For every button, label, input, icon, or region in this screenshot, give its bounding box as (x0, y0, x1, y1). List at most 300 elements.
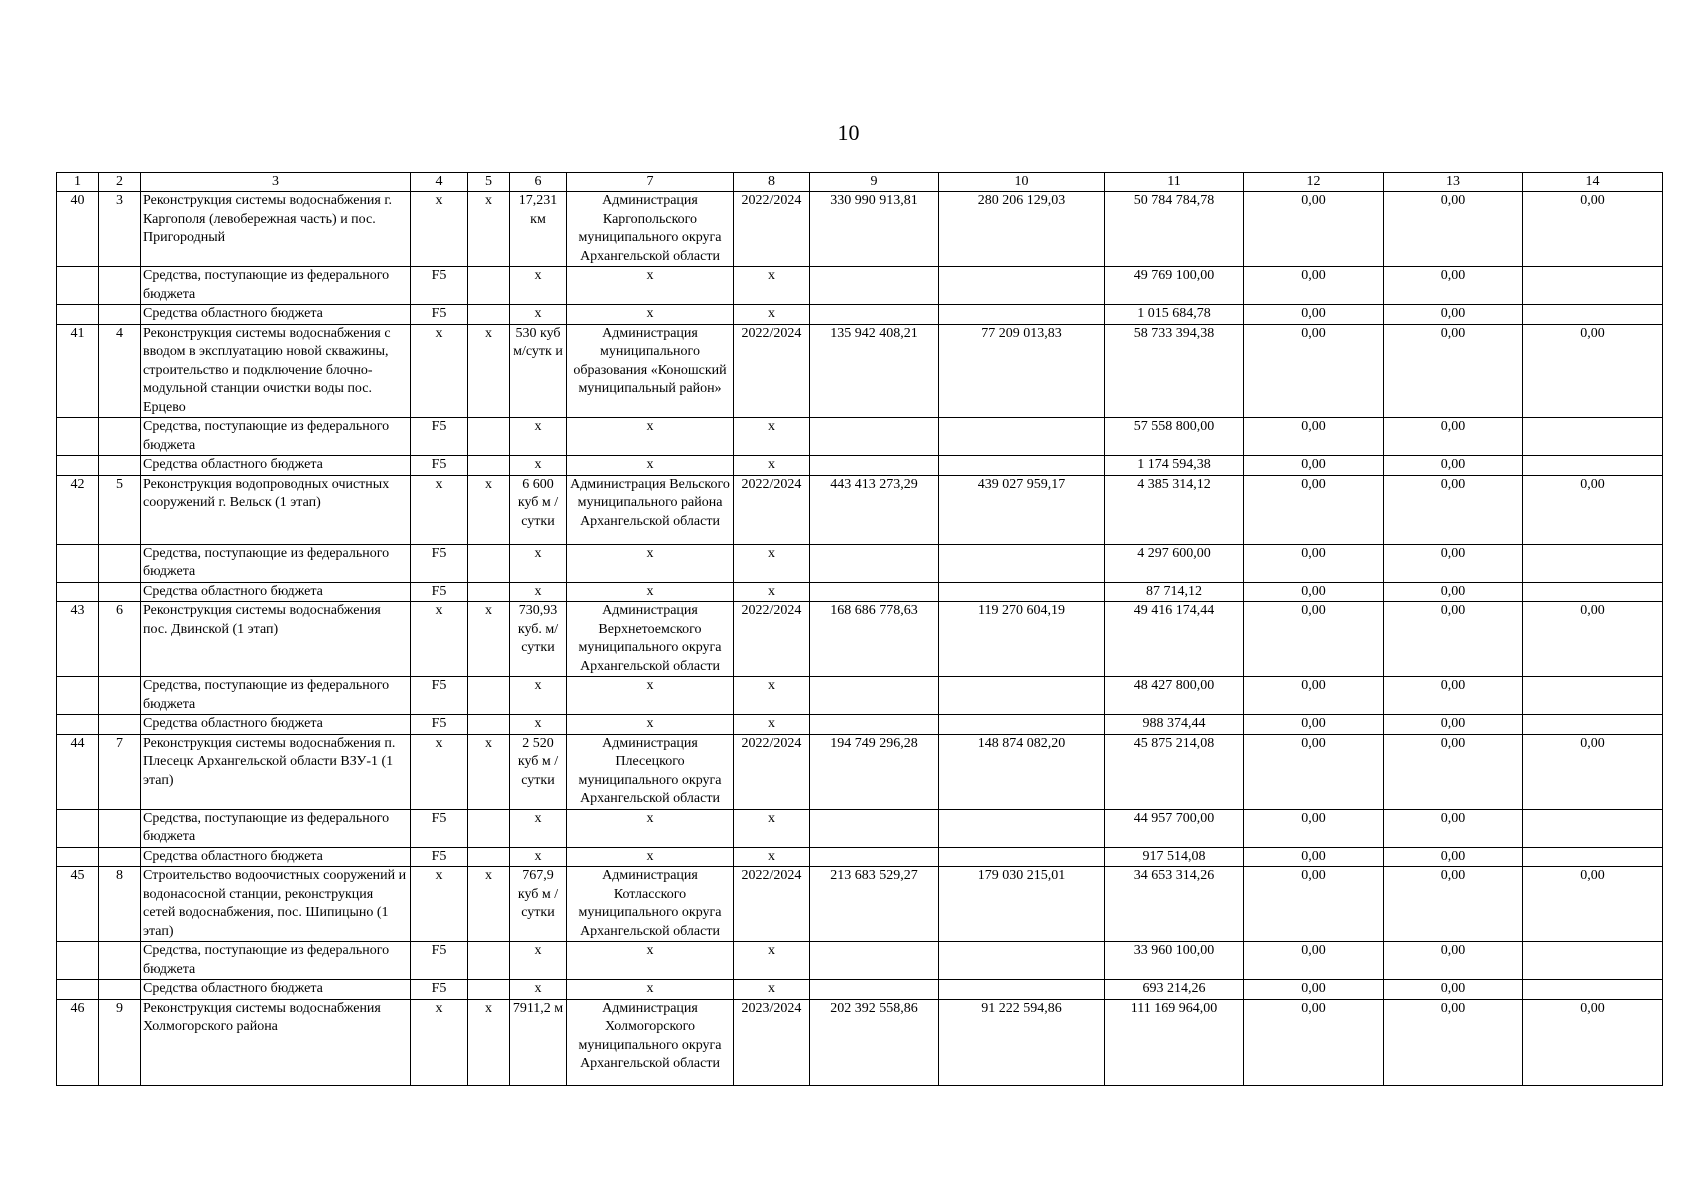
col-5-cell (468, 456, 510, 476)
col-4-cell: х (411, 192, 468, 267)
col-4-cell: F5 (411, 677, 468, 715)
period-cell: 2022/2024 (734, 602, 810, 677)
sub-number-cell (99, 942, 141, 980)
col-11-value-cell: 4 385 314,12 (1105, 475, 1244, 544)
total-cost-cell: 213 683 529,27 (810, 867, 939, 942)
capacity-cell: 530 куб м/сутк и (510, 324, 567, 418)
row-number-cell: 44 (57, 734, 99, 809)
object-name-cell: Средства, поступающие из федерального бюджета (141, 418, 411, 456)
col-11-value-cell: 1 015 684,78 (1105, 305, 1244, 325)
total-cost-cell: 194 749 296,28 (810, 734, 939, 809)
row-number-cell: 45 (57, 867, 99, 942)
col-11-value-cell: 1 174 594,38 (1105, 456, 1244, 476)
col-5-cell (468, 942, 510, 980)
col-5-cell: х (468, 324, 510, 418)
capacity-cell: х (510, 980, 567, 1000)
col-14-value-cell (1523, 715, 1663, 735)
col-4-cell: х (411, 475, 468, 544)
col-10-value-cell (939, 544, 1105, 582)
period-cell: 2022/2024 (734, 734, 810, 809)
administration-cell: х (567, 942, 734, 980)
col-5-cell (468, 267, 510, 305)
object-name-cell: Средства, поступающие из федерального бюджета (141, 942, 411, 980)
period-cell: х (734, 267, 810, 305)
capacity-cell: х (510, 677, 567, 715)
administration-cell: х (567, 847, 734, 867)
col-13-value-cell: 0,00 (1384, 544, 1523, 582)
sub-number-cell (99, 980, 141, 1000)
capacity-cell: х (510, 942, 567, 980)
period-cell: х (734, 582, 810, 602)
administration-cell: Администрация Каргопольского муниципального округа Архангельской области (567, 192, 734, 267)
sub-number-cell (99, 847, 141, 867)
col-12-value-cell: 0,00 (1244, 847, 1384, 867)
col-13-value-cell: 0,00 (1384, 999, 1523, 1085)
col-12-value-cell: 0,00 (1244, 582, 1384, 602)
col-4-cell: х (411, 734, 468, 809)
col-14-value-cell (1523, 456, 1663, 476)
col-5-cell: х (468, 475, 510, 544)
col-10-value-cell (939, 980, 1105, 1000)
col-5-cell (468, 715, 510, 735)
col-5-cell (468, 582, 510, 602)
col-11-value-cell: 111 169 964,00 (1105, 999, 1244, 1085)
object-name-cell: Реконструкция системы водоснабжения Холмогорского района (141, 999, 411, 1085)
administration-cell: Администрация Верхнетоемского муниципального округа Архангельской области (567, 602, 734, 677)
col-13-value-cell: 0,00 (1384, 602, 1523, 677)
sub-number-cell: 5 (99, 475, 141, 544)
col-13-value-cell: 0,00 (1384, 456, 1523, 476)
administration-cell: х (567, 715, 734, 735)
table-row-regional-funds (57, 980, 1663, 1000)
administration-cell: Администрация Котласского муниципального округа Архангельской области (567, 867, 734, 942)
total-cost-cell (810, 456, 939, 476)
col-5-cell (468, 305, 510, 325)
table-row-federal-funds (57, 544, 1663, 582)
column-header: 10 (939, 173, 1105, 192)
capacity-cell: х (510, 847, 567, 867)
col-4-cell: х (411, 602, 468, 677)
col-12-value-cell: 0,00 (1244, 192, 1384, 267)
col-13-value-cell: 0,00 (1384, 324, 1523, 418)
col-12-value-cell: 0,00 (1244, 999, 1384, 1085)
col-14-value-cell (1523, 980, 1663, 1000)
page-number: 10 (837, 120, 860, 145)
total-cost-cell (810, 980, 939, 1000)
period-cell: 2022/2024 (734, 192, 810, 267)
administration-cell: х (567, 677, 734, 715)
col-13-value-cell: 0,00 (1384, 192, 1523, 267)
col-11-value-cell: 34 653 314,26 (1105, 867, 1244, 942)
col-4-cell: F5 (411, 305, 468, 325)
administration-cell: Администрация муниципального образования «Коношский муниципальный район» (567, 324, 734, 418)
object-name-cell: Реконструкция системы водоснабжения с вводом в эксплуатацию новой скважины, строительство и подключение блочно-модульной станции очистки воды пос. Ерцево (141, 324, 411, 418)
object-name-cell: Реконструкция системы водоснабжения г. Каргополя (левобережная часть) и пос. Пригородный (141, 192, 411, 267)
col-14-value-cell: 0,00 (1523, 475, 1663, 544)
administration-cell: х (567, 980, 734, 1000)
table-row-federal-funds (57, 942, 1663, 980)
object-name-cell: Средства, поступающие из федерального бюджета (141, 267, 411, 305)
col-10-value-cell: 77 209 013,83 (939, 324, 1105, 418)
capacity-cell: 767,9 куб м / сутки (510, 867, 567, 942)
row-number-cell (57, 847, 99, 867)
table-body (57, 192, 1663, 1086)
sub-number-cell (99, 715, 141, 735)
table-row-regional-funds (57, 582, 1663, 602)
col-10-value-cell (939, 809, 1105, 847)
period-cell: х (734, 677, 810, 715)
col-5-cell (468, 544, 510, 582)
administration-cell: Администрация Вельского муниципального района Архангельской области (567, 475, 734, 544)
column-header: 14 (1523, 173, 1663, 192)
col-4-cell: F5 (411, 456, 468, 476)
period-cell: х (734, 305, 810, 325)
col-5-cell (468, 418, 510, 456)
table-row-federal-funds (57, 809, 1663, 847)
col-11-value-cell: 57 558 800,00 (1105, 418, 1244, 456)
period-cell: х (734, 847, 810, 867)
row-number-cell (57, 980, 99, 1000)
row-number-cell (57, 677, 99, 715)
col-14-value-cell: 0,00 (1523, 734, 1663, 809)
col-10-value-cell (939, 677, 1105, 715)
administration-cell: х (567, 544, 734, 582)
administration-cell: х (567, 456, 734, 476)
table-row-object (57, 999, 1663, 1085)
col-13-value-cell: 0,00 (1384, 715, 1523, 735)
column-header: 5 (468, 173, 510, 192)
total-cost-cell (810, 544, 939, 582)
administration-cell: х (567, 418, 734, 456)
col-10-value-cell (939, 942, 1105, 980)
col-11-value-cell: 33 960 100,00 (1105, 942, 1244, 980)
object-name-cell: Средства областного бюджета (141, 715, 411, 735)
col-12-value-cell: 0,00 (1244, 305, 1384, 325)
sub-number-cell: 6 (99, 602, 141, 677)
col-5-cell (468, 980, 510, 1000)
capacity-cell: х (510, 456, 567, 476)
table-row-federal-funds (57, 267, 1663, 305)
total-cost-cell: 135 942 408,21 (810, 324, 939, 418)
col-14-value-cell: 0,00 (1523, 324, 1663, 418)
col-10-value-cell: 439 027 959,17 (939, 475, 1105, 544)
row-number-cell: 40 (57, 192, 99, 267)
row-number-cell (57, 582, 99, 602)
administration-cell: х (567, 305, 734, 325)
sub-number-cell (99, 809, 141, 847)
col-12-value-cell: 0,00 (1244, 418, 1384, 456)
col-5-cell (468, 847, 510, 867)
capacity-cell: 7911,2 м (510, 999, 567, 1085)
sub-number-cell: 3 (99, 192, 141, 267)
table-row-federal-funds (57, 677, 1663, 715)
capacity-cell: 2 520 куб м / сутки (510, 734, 567, 809)
column-header: 6 (510, 173, 567, 192)
col-11-value-cell: 917 514,08 (1105, 847, 1244, 867)
col-12-value-cell: 0,00 (1244, 544, 1384, 582)
row-number-cell (57, 418, 99, 456)
col-10-value-cell (939, 715, 1105, 735)
period-cell: 2023/2024 (734, 999, 810, 1085)
object-name-cell: Средства, поступающие из федерального бюджета (141, 544, 411, 582)
table-row-object (57, 734, 1663, 809)
total-cost-cell: 330 990 913,81 (810, 192, 939, 267)
col-4-cell: F5 (411, 715, 468, 735)
col-10-value-cell: 179 030 215,01 (939, 867, 1105, 942)
column-number-row (57, 173, 1663, 192)
table-row-regional-funds (57, 305, 1663, 325)
col-4-cell: х (411, 324, 468, 418)
capacity-cell: х (510, 267, 567, 305)
row-number-cell (57, 305, 99, 325)
col-10-value-cell (939, 582, 1105, 602)
col-4-cell: F5 (411, 418, 468, 456)
sub-number-cell: 9 (99, 999, 141, 1085)
col-14-value-cell: 0,00 (1523, 192, 1663, 267)
col-14-value-cell: 0,00 (1523, 602, 1663, 677)
capacity-cell: х (510, 582, 567, 602)
funding-table (56, 172, 1663, 1086)
col-12-value-cell: 0,00 (1244, 734, 1384, 809)
sub-number-cell: 4 (99, 324, 141, 418)
col-12-value-cell: 0,00 (1244, 715, 1384, 735)
col-5-cell (468, 677, 510, 715)
total-cost-cell (810, 305, 939, 325)
table-row-regional-funds (57, 847, 1663, 867)
object-name-cell: Реконструкция системы водоснабжения пос. Двинской (1 этап) (141, 602, 411, 677)
row-number-cell (57, 544, 99, 582)
col-12-value-cell: 0,00 (1244, 456, 1384, 476)
col-12-value-cell: 0,00 (1244, 677, 1384, 715)
column-header: 7 (567, 173, 734, 192)
sub-number-cell (99, 418, 141, 456)
sub-number-cell (99, 544, 141, 582)
sub-number-cell (99, 305, 141, 325)
col-10-value-cell (939, 267, 1105, 305)
object-name-cell: Средства, поступающие из федерального бюджета (141, 677, 411, 715)
col-13-value-cell: 0,00 (1384, 305, 1523, 325)
row-number-cell: 41 (57, 324, 99, 418)
col-5-cell (468, 809, 510, 847)
col-14-value-cell (1523, 942, 1663, 980)
total-cost-cell: 168 686 778,63 (810, 602, 939, 677)
capacity-cell: х (510, 809, 567, 847)
object-name-cell: Средства областного бюджета (141, 980, 411, 1000)
col-11-value-cell: 58 733 394,38 (1105, 324, 1244, 418)
col-12-value-cell: 0,00 (1244, 980, 1384, 1000)
row-number-cell (57, 809, 99, 847)
period-cell: х (734, 456, 810, 476)
col-12-value-cell: 0,00 (1244, 942, 1384, 980)
administration-cell: Администрация Плесецкого муниципального округа Архангельской области (567, 734, 734, 809)
total-cost-cell (810, 418, 939, 456)
col-11-value-cell: 50 784 784,78 (1105, 192, 1244, 267)
column-header: 11 (1105, 173, 1244, 192)
col-14-value-cell (1523, 267, 1663, 305)
table-row-object (57, 867, 1663, 942)
administration-cell: х (567, 582, 734, 602)
col-14-value-cell (1523, 809, 1663, 847)
col-4-cell: х (411, 867, 468, 942)
capacity-cell: 730,93 куб. м/ сутки (510, 602, 567, 677)
column-header: 12 (1244, 173, 1384, 192)
col-14-value-cell (1523, 544, 1663, 582)
col-11-value-cell: 87 714,12 (1105, 582, 1244, 602)
administration-cell: х (567, 809, 734, 847)
col-13-value-cell: 0,00 (1384, 582, 1523, 602)
object-name-cell: Реконструкция системы водоснабжения п. Плесецк Архангельской области ВЗУ-1 (1 этап) (141, 734, 411, 809)
total-cost-cell (810, 582, 939, 602)
col-13-value-cell: 0,00 (1384, 734, 1523, 809)
col-11-value-cell: 988 374,44 (1105, 715, 1244, 735)
administration-cell: Администрация Холмогорского муниципального округа Архангельской области (567, 999, 734, 1085)
col-4-cell: F5 (411, 980, 468, 1000)
table-row-federal-funds (57, 418, 1663, 456)
col-11-value-cell: 44 957 700,00 (1105, 809, 1244, 847)
col-11-value-cell: 4 297 600,00 (1105, 544, 1244, 582)
period-cell: х (734, 715, 810, 735)
capacity-cell: х (510, 544, 567, 582)
row-number-cell: 42 (57, 475, 99, 544)
col-13-value-cell: 0,00 (1384, 980, 1523, 1000)
total-cost-cell: 202 392 558,86 (810, 999, 939, 1085)
col-12-value-cell: 0,00 (1244, 267, 1384, 305)
object-name-cell: Средства областного бюджета (141, 847, 411, 867)
total-cost-cell (810, 677, 939, 715)
capacity-cell: х (510, 715, 567, 735)
column-header: 4 (411, 173, 468, 192)
col-10-value-cell (939, 418, 1105, 456)
col-12-value-cell: 0,00 (1244, 602, 1384, 677)
period-cell: х (734, 418, 810, 456)
row-number-cell (57, 942, 99, 980)
col-5-cell: х (468, 734, 510, 809)
col-13-value-cell: 0,00 (1384, 867, 1523, 942)
period-cell: х (734, 809, 810, 847)
col-14-value-cell (1523, 582, 1663, 602)
capacity-cell: 6 600 куб м / сутки (510, 475, 567, 544)
col-13-value-cell: 0,00 (1384, 677, 1523, 715)
col-10-value-cell: 280 206 129,03 (939, 192, 1105, 267)
col-4-cell: F5 (411, 267, 468, 305)
row-number-cell: 43 (57, 602, 99, 677)
col-13-value-cell: 0,00 (1384, 809, 1523, 847)
col-10-value-cell: 91 222 594,86 (939, 999, 1105, 1085)
col-5-cell: х (468, 999, 510, 1085)
total-cost-cell (810, 847, 939, 867)
table-row-regional-funds (57, 715, 1663, 735)
col-14-value-cell (1523, 847, 1663, 867)
sub-number-cell (99, 456, 141, 476)
table-row-object (57, 192, 1663, 267)
period-cell: 2022/2024 (734, 867, 810, 942)
col-11-value-cell: 49 416 174,44 (1105, 602, 1244, 677)
col-14-value-cell (1523, 677, 1663, 715)
col-5-cell: х (468, 602, 510, 677)
col-14-value-cell: 0,00 (1523, 999, 1663, 1085)
capacity-cell: х (510, 305, 567, 325)
object-name-cell: Средства, поступающие из федерального бюджета (141, 809, 411, 847)
col-13-value-cell: 0,00 (1384, 847, 1523, 867)
col-10-value-cell: 148 874 082,20 (939, 734, 1105, 809)
table-row-object (57, 324, 1663, 418)
col-10-value-cell (939, 847, 1105, 867)
object-name-cell: Средства областного бюджета (141, 582, 411, 602)
column-header: 3 (141, 173, 411, 192)
sub-number-cell: 7 (99, 734, 141, 809)
period-cell: х (734, 544, 810, 582)
col-5-cell: х (468, 192, 510, 267)
capacity-cell: 17,231 км (510, 192, 567, 267)
column-header: 1 (57, 173, 99, 192)
row-number-cell: 46 (57, 999, 99, 1085)
column-header: 2 (99, 173, 141, 192)
column-header: 8 (734, 173, 810, 192)
total-cost-cell (810, 942, 939, 980)
col-11-value-cell: 48 427 800,00 (1105, 677, 1244, 715)
row-number-cell (57, 267, 99, 305)
col-13-value-cell: 0,00 (1384, 942, 1523, 980)
col-13-value-cell: 0,00 (1384, 267, 1523, 305)
sub-number-cell (99, 677, 141, 715)
col-12-value-cell: 0,00 (1244, 324, 1384, 418)
administration-cell: х (567, 267, 734, 305)
col-4-cell: F5 (411, 544, 468, 582)
col-14-value-cell: 0,00 (1523, 867, 1663, 942)
col-4-cell: F5 (411, 582, 468, 602)
object-name-cell: Строительство водоочистных сооружений и водонасосной станции, реконструкция сетей водоснабжения, пос. Шипицыно (1 этап) (141, 867, 411, 942)
total-cost-cell (810, 715, 939, 735)
period-cell: 2022/2024 (734, 324, 810, 418)
col-11-value-cell: 693 214,26 (1105, 980, 1244, 1000)
object-name-cell: Средства областного бюджета (141, 305, 411, 325)
col-4-cell: F5 (411, 809, 468, 847)
col-12-value-cell: 0,00 (1244, 809, 1384, 847)
period-cell: х (734, 980, 810, 1000)
table-row-regional-funds (57, 456, 1663, 476)
col-12-value-cell: 0,00 (1244, 475, 1384, 544)
col-4-cell: F5 (411, 847, 468, 867)
total-cost-cell (810, 809, 939, 847)
col-14-value-cell (1523, 305, 1663, 325)
table-row-object (57, 602, 1663, 677)
sub-number-cell (99, 582, 141, 602)
col-4-cell: F5 (411, 942, 468, 980)
table-row-object (57, 475, 1663, 544)
col-13-value-cell: 0,00 (1384, 418, 1523, 456)
row-number-cell (57, 715, 99, 735)
capacity-cell: х (510, 418, 567, 456)
period-cell: х (734, 942, 810, 980)
col-13-value-cell: 0,00 (1384, 475, 1523, 544)
object-name-cell: Реконструкция водопроводных очистных сооружений г. Вельск (1 этап) (141, 475, 411, 544)
col-4-cell: х (411, 999, 468, 1085)
sub-number-cell: 8 (99, 867, 141, 942)
sub-number-cell (99, 267, 141, 305)
col-10-value-cell (939, 456, 1105, 476)
column-header: 13 (1384, 173, 1523, 192)
column-header: 9 (810, 173, 939, 192)
row-number-cell (57, 456, 99, 476)
col-14-value-cell (1523, 418, 1663, 456)
object-name-cell: Средства областного бюджета (141, 456, 411, 476)
total-cost-cell (810, 267, 939, 305)
period-cell: 2022/2024 (734, 475, 810, 544)
col-11-value-cell: 45 875 214,08 (1105, 734, 1244, 809)
table-header (57, 173, 1663, 192)
col-12-value-cell: 0,00 (1244, 867, 1384, 942)
total-cost-cell: 443 413 273,29 (810, 475, 939, 544)
